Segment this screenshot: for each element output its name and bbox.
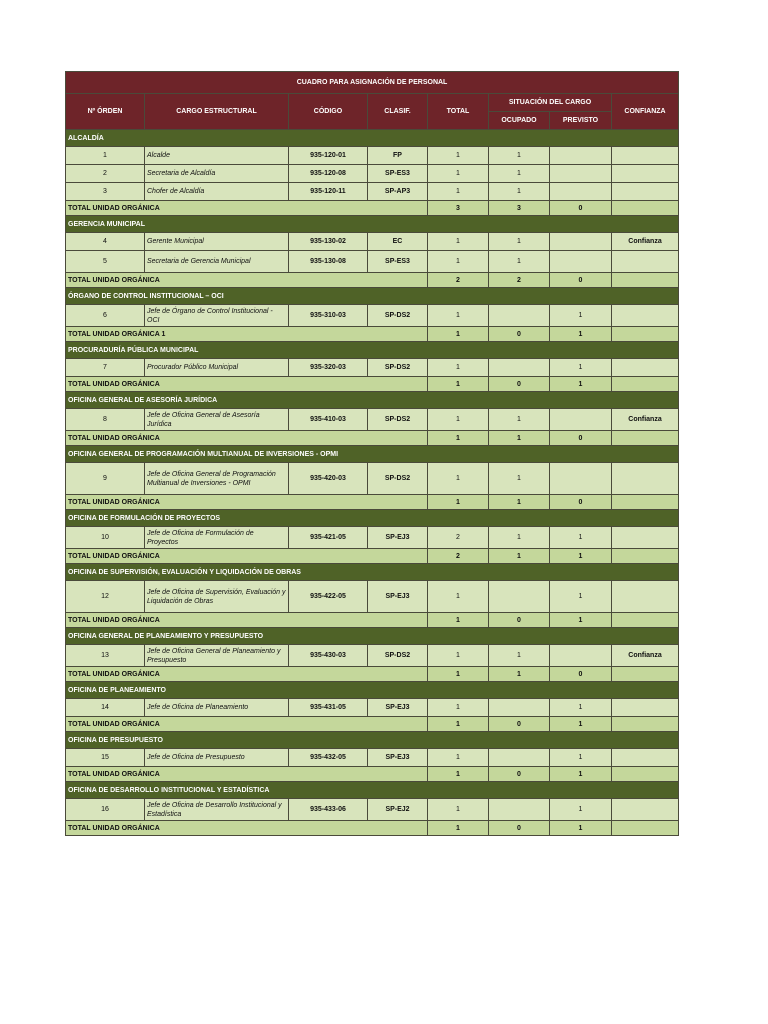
clasif-cell: SP-EJ3 xyxy=(368,527,428,549)
orden-cell: 4 xyxy=(66,233,145,251)
total-sum: 1 xyxy=(428,327,489,342)
total-row xyxy=(66,821,679,836)
total-label: TOTAL UNIDAD ORGÁNICA xyxy=(66,201,428,216)
orden-cell: 12 xyxy=(66,581,145,613)
total-sum: 1 xyxy=(428,495,489,510)
header-cargo: CARGO ESTRUCTURAL xyxy=(145,94,289,130)
total-label: TOTAL UNIDAD ORGÁNICA xyxy=(66,667,428,682)
total-confianza xyxy=(612,201,679,216)
table-row xyxy=(66,645,679,667)
confianza-cell: Confianza xyxy=(612,233,679,251)
header-confianza: CONFIANZA xyxy=(612,94,679,130)
total-ocupado: 0 xyxy=(489,327,550,342)
section-title: GERENCIA MUNICIPAL xyxy=(66,216,679,233)
previsto-cell: 1 xyxy=(550,749,612,767)
ocupado-cell: 1 xyxy=(489,409,550,431)
total-ocupado: 0 xyxy=(489,613,550,628)
table-row xyxy=(66,527,679,549)
codigo-cell: 935-310-03 xyxy=(289,305,368,327)
total-previsto: 0 xyxy=(550,495,612,510)
table-body xyxy=(66,130,679,836)
total-label: TOTAL UNIDAD ORGÁNICA xyxy=(66,549,428,564)
ocupado-cell: 1 xyxy=(489,147,550,165)
total-row xyxy=(66,717,679,732)
total-cell: 2 xyxy=(428,527,489,549)
previsto-cell: 1 xyxy=(550,527,612,549)
total-confianza xyxy=(612,717,679,732)
ocupado-cell xyxy=(489,305,550,327)
confianza-cell xyxy=(612,147,679,165)
ocupado-cell: 1 xyxy=(489,165,550,183)
previsto-cell xyxy=(550,233,612,251)
total-row xyxy=(66,667,679,682)
codigo-cell: 935-130-08 xyxy=(289,251,368,273)
total-ocupado: 1 xyxy=(489,431,550,446)
ocupado-cell xyxy=(489,359,550,377)
cargo-cell: Jefe de Órgano de Control Institucional - OCI xyxy=(145,305,289,327)
confianza-cell xyxy=(612,749,679,767)
ocupado-cell: 1 xyxy=(489,463,550,495)
total-row xyxy=(66,201,679,216)
section-title: OFICINA DE SUPERVISIÓN, EVALUACIÓN Y LIQUIDACIÓN DE OBRAS xyxy=(66,564,679,581)
section-row xyxy=(66,732,679,749)
codigo-cell: 935-120-11 xyxy=(289,183,368,201)
orden-cell: 6 xyxy=(66,305,145,327)
cargo-cell: Procurador Público Municipal xyxy=(145,359,289,377)
total-cell: 1 xyxy=(428,581,489,613)
previsto-cell: 1 xyxy=(550,799,612,821)
previsto-cell: 1 xyxy=(550,359,612,377)
codigo-cell: 935-422-05 xyxy=(289,581,368,613)
cargo-cell: Secretaria de Alcaldía xyxy=(145,165,289,183)
codigo-cell: 935-120-01 xyxy=(289,147,368,165)
section-title: OFICINA DE PRESUPUESTO xyxy=(66,732,679,749)
previsto-cell xyxy=(550,409,612,431)
orden-cell: 9 xyxy=(66,463,145,495)
clasif-cell: SP-DS2 xyxy=(368,463,428,495)
ocupado-cell xyxy=(489,699,550,717)
confianza-cell xyxy=(612,165,679,183)
section-title: OFICINA GENERAL DE PROGRAMACIÓN MULTIANUAL DE INVERSIONES - OPMI xyxy=(66,446,679,463)
clasif-cell: SP-ES3 xyxy=(368,165,428,183)
total-confianza xyxy=(612,821,679,836)
confianza-cell xyxy=(612,463,679,495)
total-previsto: 1 xyxy=(550,613,612,628)
ocupado-cell: 1 xyxy=(489,183,550,201)
total-sum: 1 xyxy=(428,717,489,732)
clasif-cell: SP-DS2 xyxy=(368,409,428,431)
total-cell: 1 xyxy=(428,699,489,717)
cargo-cell: Jefe de Oficina de Supervisión, Evaluación y Liquidación de Obras xyxy=(145,581,289,613)
total-row xyxy=(66,273,679,288)
section-title: OFICINA GENERAL DE ASESORÍA JURÍDICA xyxy=(66,392,679,409)
total-previsto: 0 xyxy=(550,431,612,446)
total-row xyxy=(66,549,679,564)
clasif-cell: SP-EJ3 xyxy=(368,581,428,613)
total-sum: 3 xyxy=(428,201,489,216)
total-cell: 1 xyxy=(428,645,489,667)
section-row xyxy=(66,510,679,527)
confianza-cell xyxy=(612,527,679,549)
orden-cell: 10 xyxy=(66,527,145,549)
total-previsto: 1 xyxy=(550,767,612,782)
previsto-cell xyxy=(550,251,612,273)
total-label: TOTAL UNIDAD ORGÁNICA 1 xyxy=(66,327,428,342)
total-cell: 1 xyxy=(428,799,489,821)
table-row xyxy=(66,463,679,495)
header-ocupado: OCUPADO xyxy=(489,112,550,130)
confianza-cell xyxy=(612,359,679,377)
cargo-cell: Jefe de Oficina de Planeamiento xyxy=(145,699,289,717)
orden-cell: 1 xyxy=(66,147,145,165)
total-label: TOTAL UNIDAD ORGÁNICA xyxy=(66,613,428,628)
total-ocupado: 1 xyxy=(489,549,550,564)
header-previsto: PREVISTO xyxy=(550,112,612,130)
total-ocupado: 3 xyxy=(489,201,550,216)
header-codigo: CÓDIGO xyxy=(289,94,368,130)
header-situacion: SITUACIÓN DEL CARGO xyxy=(489,94,612,112)
total-cell: 1 xyxy=(428,409,489,431)
confianza-cell xyxy=(612,183,679,201)
section-title: ÓRGANO DE CONTROL INSTITUCIONAL – OCI xyxy=(66,288,679,305)
codigo-cell: 935-320-03 xyxy=(289,359,368,377)
total-sum: 1 xyxy=(428,613,489,628)
section-row xyxy=(66,446,679,463)
total-sum: 2 xyxy=(428,549,489,564)
table-row xyxy=(66,581,679,613)
clasif-cell: SP-AP3 xyxy=(368,183,428,201)
total-cell: 1 xyxy=(428,305,489,327)
previsto-cell xyxy=(550,183,612,201)
total-confianza xyxy=(612,431,679,446)
total-sum: 2 xyxy=(428,273,489,288)
total-confianza xyxy=(612,549,679,564)
confianza-cell xyxy=(612,581,679,613)
cargo-cell: Gerente Municipal xyxy=(145,233,289,251)
codigo-cell: 935-120-08 xyxy=(289,165,368,183)
total-row xyxy=(66,327,679,342)
header-orden: Nº ÓRDEN xyxy=(66,94,145,130)
table-row xyxy=(66,699,679,717)
ocupado-cell: 1 xyxy=(489,251,550,273)
section-row xyxy=(66,628,679,645)
header-clasif: CLASIF. xyxy=(368,94,428,130)
codigo-cell: 935-420-03 xyxy=(289,463,368,495)
total-label: TOTAL UNIDAD ORGÁNICA xyxy=(66,717,428,732)
table-row xyxy=(66,305,679,327)
total-confianza xyxy=(612,667,679,682)
total-confianza xyxy=(612,327,679,342)
ocupado-cell: 1 xyxy=(489,527,550,549)
codigo-cell: 935-130-02 xyxy=(289,233,368,251)
section-row xyxy=(66,564,679,581)
total-ocupado: 0 xyxy=(489,767,550,782)
total-confianza xyxy=(612,495,679,510)
total-sum: 1 xyxy=(428,377,489,392)
section-title: ALCALDÍA xyxy=(66,130,679,147)
table-row xyxy=(66,251,679,273)
orden-cell: 7 xyxy=(66,359,145,377)
total-cell: 1 xyxy=(428,147,489,165)
previsto-cell xyxy=(550,645,612,667)
orden-cell: 14 xyxy=(66,699,145,717)
previsto-cell xyxy=(550,165,612,183)
orden-cell: 16 xyxy=(66,799,145,821)
total-cell: 1 xyxy=(428,183,489,201)
clasif-cell: FP xyxy=(368,147,428,165)
section-title: OFICINA DE FORMULACIÓN DE PROYECTOS xyxy=(66,510,679,527)
previsto-cell xyxy=(550,463,612,495)
cargo-cell: Secretaria de Gerencia Municipal xyxy=(145,251,289,273)
codigo-cell: 935-421-05 xyxy=(289,527,368,549)
cargo-cell: Jefe de Oficina de Desarrollo Institucional y Estadística xyxy=(145,799,289,821)
table-row xyxy=(66,749,679,767)
cargo-cell: Jefe de Oficina de Presupuesto xyxy=(145,749,289,767)
orden-cell: 8 xyxy=(66,409,145,431)
total-label: TOTAL UNIDAD ORGÁNICA xyxy=(66,821,428,836)
section-title: PROCURADURÍA PÚBLICA MUNICIPAL xyxy=(66,342,679,359)
total-cell: 1 xyxy=(428,233,489,251)
table-row xyxy=(66,799,679,821)
previsto-cell: 1 xyxy=(550,699,612,717)
total-cell: 1 xyxy=(428,251,489,273)
orden-cell: 3 xyxy=(66,183,145,201)
total-previsto: 1 xyxy=(550,549,612,564)
codigo-cell: 935-432-05 xyxy=(289,749,368,767)
cargo-cell: Jefe de Oficina de Formulación de Proyectos xyxy=(145,527,289,549)
codigo-cell: 935-430-03 xyxy=(289,645,368,667)
table-row xyxy=(66,359,679,377)
clasif-cell: SP-DS2 xyxy=(368,645,428,667)
header-total: TOTAL xyxy=(428,94,489,130)
total-cell: 1 xyxy=(428,359,489,377)
clasif-cell: SP-ES3 xyxy=(368,251,428,273)
ocupado-cell xyxy=(489,799,550,821)
table-row xyxy=(66,409,679,431)
table-row xyxy=(66,233,679,251)
total-label: TOTAL UNIDAD ORGÁNICA xyxy=(66,377,428,392)
total-ocupado: 2 xyxy=(489,273,550,288)
total-row xyxy=(66,767,679,782)
section-row xyxy=(66,682,679,699)
total-row xyxy=(66,377,679,392)
total-ocupado: 0 xyxy=(489,821,550,836)
total-label: TOTAL UNIDAD ORGÁNICA xyxy=(66,495,428,510)
section-row xyxy=(66,392,679,409)
section-title: OFICINA DE PLANEAMIENTO xyxy=(66,682,679,699)
total-previsto: 1 xyxy=(550,821,612,836)
total-confianza xyxy=(612,377,679,392)
orden-cell: 15 xyxy=(66,749,145,767)
cargo-cell: Jefe de Oficina General de Programación Multianual de Inversiones - OPMI xyxy=(145,463,289,495)
total-row xyxy=(66,495,679,510)
ocupado-cell xyxy=(489,581,550,613)
clasif-cell: EC xyxy=(368,233,428,251)
cap-table xyxy=(65,71,679,836)
total-previsto: 1 xyxy=(550,377,612,392)
section-row xyxy=(66,288,679,305)
codigo-cell: 935-431-05 xyxy=(289,699,368,717)
total-previsto: 0 xyxy=(550,201,612,216)
total-label: TOTAL UNIDAD ORGÁNICA xyxy=(66,767,428,782)
confianza-cell: Confianza xyxy=(612,409,679,431)
table-row xyxy=(66,183,679,201)
codigo-cell: 935-433-06 xyxy=(289,799,368,821)
previsto-cell: 1 xyxy=(550,581,612,613)
confianza-cell xyxy=(612,799,679,821)
total-row xyxy=(66,431,679,446)
total-ocupado: 0 xyxy=(489,377,550,392)
confianza-cell xyxy=(612,251,679,273)
clasif-cell: SP-EJ2 xyxy=(368,799,428,821)
total-ocupado: 0 xyxy=(489,717,550,732)
ocupado-cell: 1 xyxy=(489,645,550,667)
total-previsto: 1 xyxy=(550,717,612,732)
total-confianza xyxy=(612,767,679,782)
clasif-cell: SP-DS2 xyxy=(368,359,428,377)
cargo-cell: Alcalde xyxy=(145,147,289,165)
total-ocupado: 1 xyxy=(489,495,550,510)
total-cell: 1 xyxy=(428,165,489,183)
section-title: OFICINA GENERAL DE PLANEAMIENTO Y PRESUPUESTO xyxy=(66,628,679,645)
orden-cell: 2 xyxy=(66,165,145,183)
table-row xyxy=(66,165,679,183)
ocupado-cell: 1 xyxy=(489,233,550,251)
section-row xyxy=(66,342,679,359)
previsto-cell: 1 xyxy=(550,305,612,327)
total-confianza xyxy=(612,613,679,628)
total-sum: 1 xyxy=(428,431,489,446)
previsto-cell xyxy=(550,147,612,165)
cargo-cell: Jefe de Oficina General de Asesoría Jurídica xyxy=(145,409,289,431)
cargo-cell: Chofer de Alcaldía xyxy=(145,183,289,201)
section-title: OFICINA DE DESARROLLO INSTITUCIONAL Y ESTADÍSTICA xyxy=(66,782,679,799)
total-cell: 1 xyxy=(428,749,489,767)
total-sum: 1 xyxy=(428,821,489,836)
section-row xyxy=(66,130,679,147)
total-label: TOTAL UNIDAD ORGÁNICA xyxy=(66,431,428,446)
clasif-cell: SP-EJ3 xyxy=(368,749,428,767)
codigo-cell: 935-410-03 xyxy=(289,409,368,431)
confianza-cell: Confianza xyxy=(612,645,679,667)
orden-cell: 13 xyxy=(66,645,145,667)
table-row xyxy=(66,147,679,165)
page-title: CUADRO PARA ASIGNACIÓN DE PERSONAL xyxy=(66,72,679,94)
total-sum: 1 xyxy=(428,667,489,682)
section-row xyxy=(66,782,679,799)
ocupado-cell xyxy=(489,749,550,767)
confianza-cell xyxy=(612,305,679,327)
total-previsto: 0 xyxy=(550,667,612,682)
clasif-cell: SP-EJ3 xyxy=(368,699,428,717)
confianza-cell xyxy=(612,699,679,717)
total-label: TOTAL UNIDAD ORGÁNICA xyxy=(66,273,428,288)
total-ocupado: 1 xyxy=(489,667,550,682)
total-sum: 1 xyxy=(428,767,489,782)
total-cell: 1 xyxy=(428,463,489,495)
total-previsto: 1 xyxy=(550,327,612,342)
cargo-cell: Jefe de Oficina General de Planeamiento y Presupuesto xyxy=(145,645,289,667)
total-row xyxy=(66,613,679,628)
orden-cell: 5 xyxy=(66,251,145,273)
clasif-cell: SP-DS2 xyxy=(368,305,428,327)
total-confianza xyxy=(612,273,679,288)
total-previsto: 0 xyxy=(550,273,612,288)
section-row xyxy=(66,216,679,233)
